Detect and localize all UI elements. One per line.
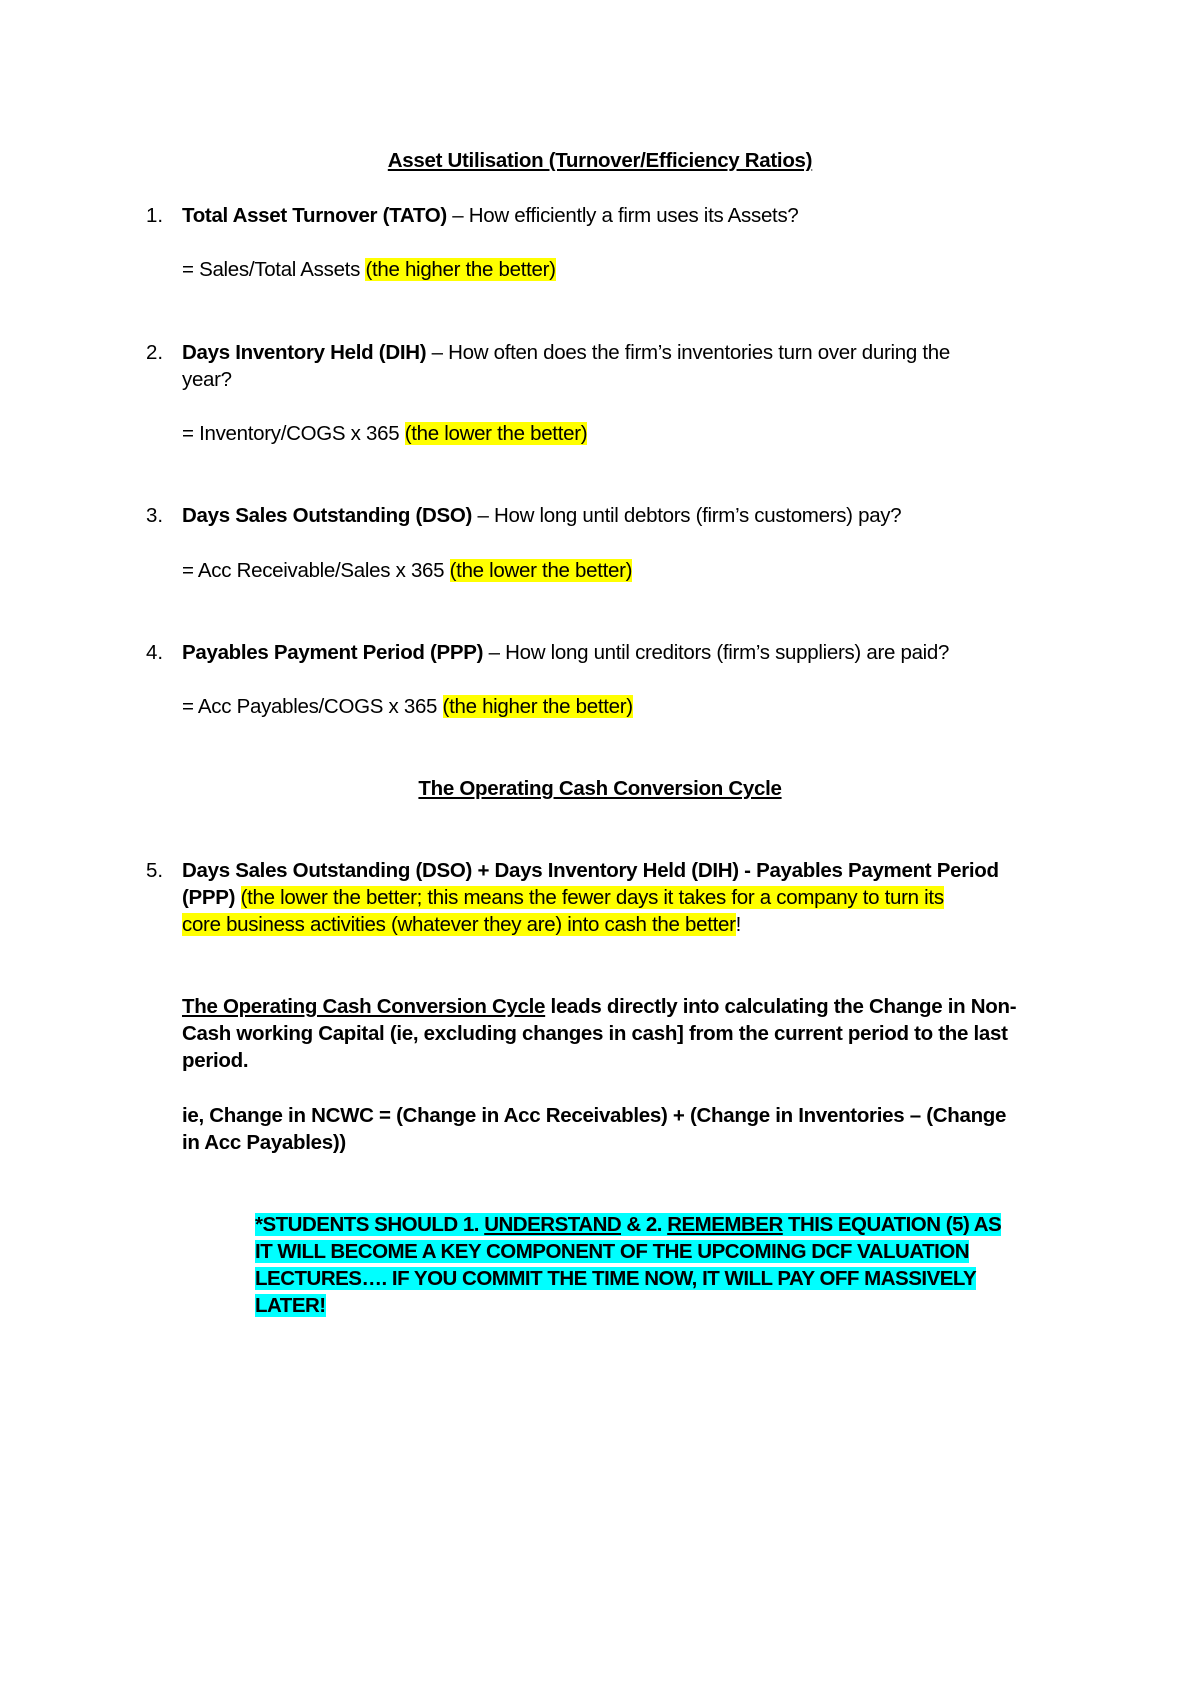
formula-text: = Inventory/COGS x 365: [182, 422, 405, 445]
paragraph-line-1: [182, 992, 1016, 1022]
callout-text: *STUDENTS SHOULD 1.: [255, 1213, 485, 1236]
item-question: How often does the firm’s inventories turn over during the: [448, 341, 950, 364]
callout-text: LATER!: [255, 1294, 326, 1317]
item-text: [182, 201, 799, 231]
callout-line-2: [255, 1237, 969, 1267]
item5-note: (the lower the better; this means the fewer days it takes for a company to turn its: [240, 886, 944, 909]
formula-text: = Acc Payables/COGS x 365: [182, 695, 443, 718]
formula-note: (the lower the better): [449, 559, 633, 582]
item-dash: –: [426, 341, 449, 364]
item-number: 4.: [146, 641, 164, 664]
item-term: Days Inventory Held (DIH): [182, 341, 427, 364]
item-formula: [182, 556, 632, 586]
callout-text: LECTURES…. IF YOU COMMIT THE TIME NOW, IT WILL PAY OFF MASSIVELY: [255, 1267, 977, 1290]
item-number: 3.: [146, 504, 164, 527]
equation-line-2: in Acc Payables)): [182, 1131, 346, 1154]
item5-end: !: [735, 913, 742, 936]
item5-line3: [182, 910, 741, 940]
item-number: 2.: [146, 341, 164, 364]
item-number: 1.: [146, 204, 164, 227]
item-question: How long until creditors (firm’s suppliers) are paid?: [505, 641, 950, 664]
item-number: 5.: [146, 859, 164, 882]
item-question-continued: year?: [182, 368, 232, 391]
formula-text: = Acc Receivable/Sales x 365: [182, 559, 450, 582]
item-formula: [182, 419, 587, 449]
formula-text: = Sales/Total Assets: [182, 258, 366, 281]
item-text: [182, 338, 950, 368]
callout-text: IT WILL BECOME A KEY COMPONENT OF THE UPCOMING DCF VALUATION: [255, 1240, 970, 1263]
item5-line2: [182, 883, 944, 913]
formula-note: (the lower the better): [404, 422, 588, 445]
callout-line-4: [255, 1291, 326, 1321]
callout-text: & 2.: [621, 1213, 668, 1236]
callout-understand: UNDERSTAND: [484, 1213, 622, 1236]
item-dash: –: [446, 204, 469, 227]
item-term: Total Asset Turnover (TATO): [182, 204, 447, 227]
formula-note: (the higher the better): [442, 695, 633, 718]
paragraph-rest: leads directly into calculating the Change in Non-: [545, 995, 1017, 1018]
item-dash: –: [472, 504, 494, 527]
formula-note: (the higher the better): [365, 258, 556, 281]
item-text: [182, 501, 901, 531]
item-question: How long until debtors (firm’s customers) pay?: [493, 504, 902, 527]
paragraph-line-3: period.: [182, 1049, 249, 1072]
item-question: How efficiently a firm uses its Assets?: [468, 204, 799, 227]
paragraph-line-2: Cash working Capital (ie, excluding changes in cash] from the current period to the last: [182, 1022, 1008, 1045]
heading-cash-conversion: The Operating Cash Conversion Cycle: [418, 777, 782, 800]
paragraph-lead: The Operating Cash Conversion Cycle: [182, 995, 546, 1018]
item-dash: –: [483, 641, 506, 664]
item-formula: [182, 255, 556, 285]
callout-remember: REMEMBER: [667, 1213, 783, 1236]
item-text: [182, 638, 949, 668]
callout-text: THIS EQUATION (5) AS: [782, 1213, 1002, 1236]
heading-asset-utilisation: Asset Utilisation (Turnover/Efficiency Ratios): [387, 149, 813, 172]
item-formula: [182, 692, 633, 722]
item-term: Payables Payment Period (PPP): [182, 641, 484, 664]
equation-line-1: ie, Change in NCWC = (Change in Acc Receivables) + (Change in Inventories – (Change: [182, 1104, 1007, 1127]
item5-note-continued: core business activities (whatever they are) into cash the better: [182, 913, 736, 936]
callout-line-3: [255, 1264, 976, 1294]
callout-line-1: [255, 1210, 1001, 1240]
item-term-continued: (PPP): [182, 886, 241, 909]
item-term: Days Sales Outstanding (DSO) + Days Inventory Held (DIH) - Payables Payment Period: [182, 859, 999, 882]
item-term: Days Sales Outstanding (DSO): [182, 504, 473, 527]
